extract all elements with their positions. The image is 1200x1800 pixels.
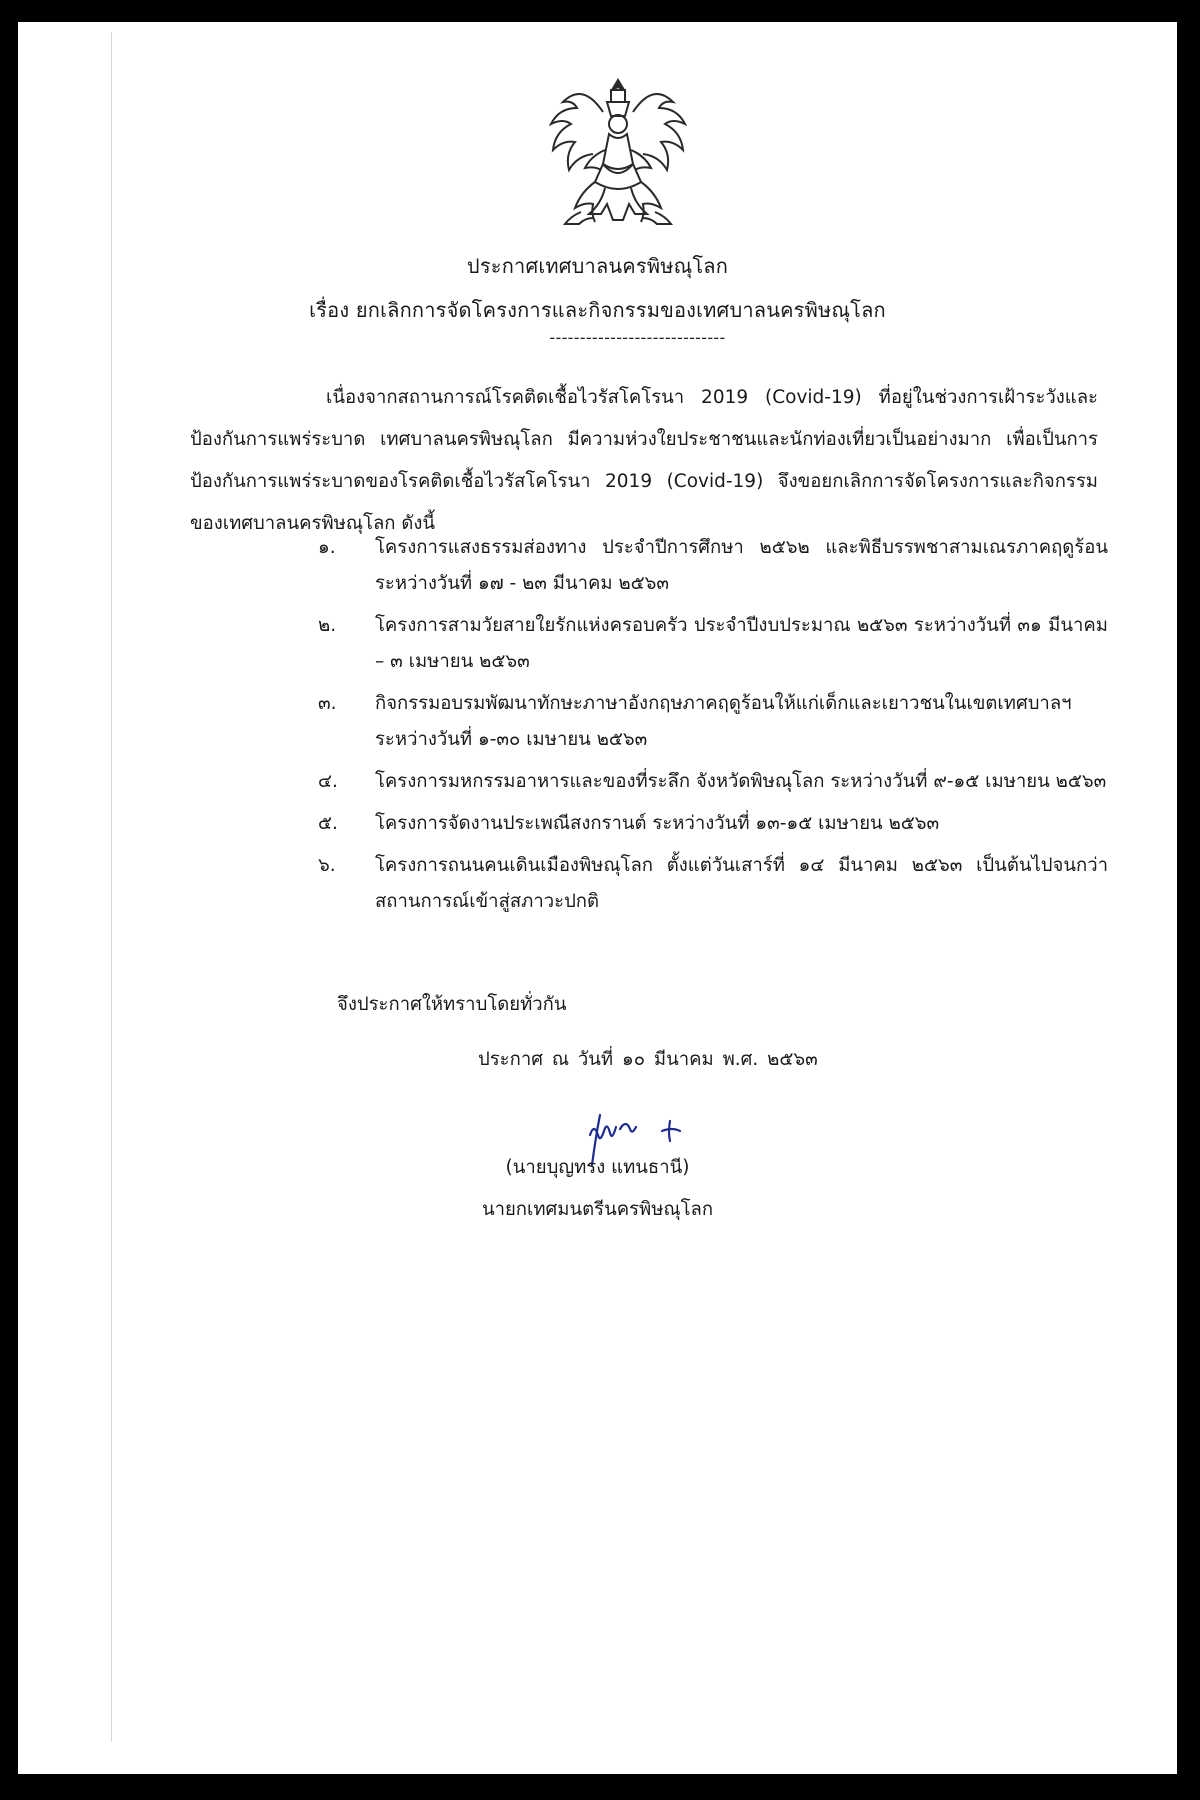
item-number: ๓.	[318, 693, 337, 714]
item-text: กิจกรรมอบรมพัฒนาทักษะภาษาอังกฤษภาคฤดูร้อนให้แก่เด็กและเยาวชนในเขตเทศบาลฯ ระหว่างวันที่ ๑-๓๐ เมษายน ๒๕๖๓	[375, 693, 1072, 750]
item-text: โครงการมหกรรมอาหารและของที่ระลึก จังหวัดพิษณุโลก ระหว่างวันที่ ๙-๑๕ เมษายน ๒๕๖๓	[375, 771, 1107, 792]
item-text: โครงการสามวัยสายใยรักแห่งครอบครัว ประจำปีงบประมาณ ๒๕๖๓ ระหว่างวันที่ ๓๑ มีนาคม – ๓ เมษายน ๒๕๖๓	[375, 615, 1108, 672]
margin-line	[111, 32, 112, 1742]
document-page	[18, 22, 1177, 1774]
item-number: ๒.	[318, 615, 337, 636]
list-item	[318, 608, 1108, 680]
list-item	[318, 848, 1108, 920]
announcement-title: ประกาศเทศบาลนครพิษณุโลก	[466, 254, 729, 278]
signer-position: นายกเทศมนตรีนครพิษณุโลก	[481, 1199, 714, 1220]
cancelled-items-list	[318, 530, 1108, 926]
closing-statement: จึงประกาศให้ทราบโดยทั่วกัน	[337, 994, 567, 1015]
list-item	[318, 806, 1108, 842]
item-number: ๕.	[318, 813, 338, 834]
announcement-date: ประกาศ ณ วันที่ ๑๐ มีนาคม พ.ศ. ๒๕๖๓	[478, 1049, 818, 1070]
item-text: โครงการถนนคนเดินเมืองพิษณุโลก ตั้งแต่วันเสาร์ที่ ๑๔ มีนาคม ๒๕๖๓ เป็นต้นไปจนกว่าสถานการณ์เข้าสู่สภาวะปกติ	[375, 855, 1108, 912]
item-text: โครงการแสงธรรมส่องทาง ประจำปีการศึกษา ๒๕๖๒ และพิธีบรรพชาสามเณรภาคฤดูร้อน ระหว่างวันที่ ๑๗ - ๒๓ มีนาคม ๒๕๖๓	[375, 537, 1108, 594]
item-number: ๑.	[318, 537, 336, 558]
item-number: ๖.	[318, 855, 336, 876]
list-item	[318, 764, 1108, 800]
item-text: โครงการจัดงานประเพณีสงกรานต์ ระหว่างวันที่ ๑๓-๑๕ เมษายน ๒๕๖๓	[375, 813, 940, 834]
item-number: ๔.	[318, 771, 338, 792]
garuda-emblem-icon	[543, 72, 693, 230]
title-divider: -----------------------------	[549, 328, 726, 347]
list-item	[318, 686, 1108, 758]
signer-name: (นายบุญทรง แทนธานี)	[505, 1157, 690, 1178]
intro-paragraph: เนื่องจากสถานการณ์โรคติดเชื้อไวรัสโคโรนา 2019 (Covid-19) ที่อยู่ในช่วงการเฝ้าระวังและป้องกันการแพร่ระบาด เทศบาลนครพิษณุโลก มีความห่วงใยประชาชนและนักท่องเที่ยวเป็นอย่างมาก เพื่อเป็นการป้องกันการแพร่ระบาดของโรคติดเชื้อไวรัสโคโรนา 2019 (Covid-19) จึงขอยกเลิกการจัดโครงการและกิจกรรมของเทศบาลนครพิษณุโลก ดังนี้	[190, 387, 1098, 534]
list-item	[318, 530, 1108, 602]
announcement-subject: เรื่อง ยกเลิกการจัดโครงการและกิจกรรมของเทศบาลนครพิษณุโลก	[309, 298, 886, 322]
